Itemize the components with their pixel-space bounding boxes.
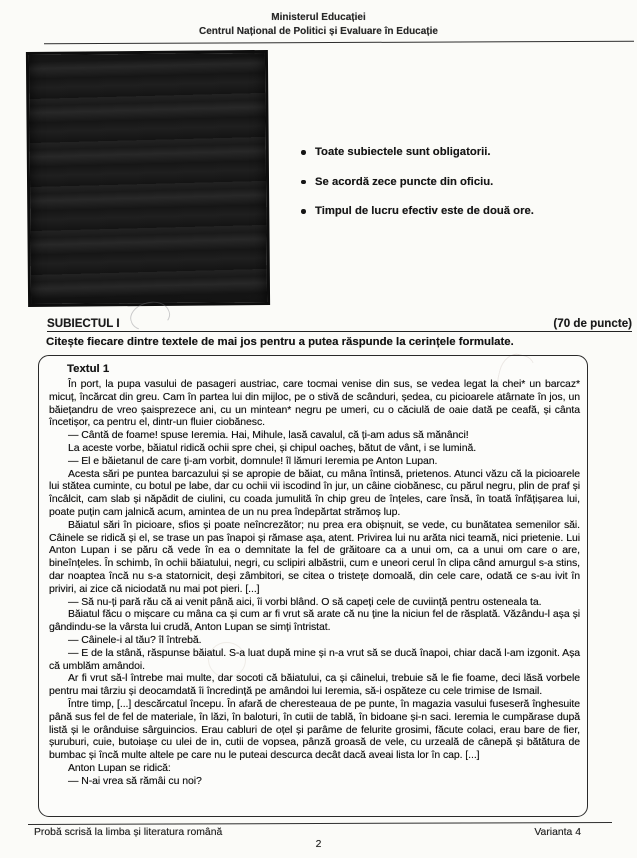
notice-item: Timpul de lucru efectiv este de două ore. — [299, 205, 629, 218]
text1-paragraph: Ar fi vrut să-l întrebe mai multe, dar socoti că băiatului, ca și câinelui, trebuie să le fie foame, deci lăsă vorbele pentru mai târziu și deocamdată îi încredință pe amândoi lui Ieremia, să-i ospăteze cu cele trimise de Ismail. — [49, 672, 580, 698]
center-name: Centrul Național de Politici și Evaluare în Educație — [199, 26, 438, 37]
text1-heading: Textul 1 — [67, 363, 110, 375]
text1-paragraph: Băiatul făcu o mișcare cu mâna ca și cum ar fi vrut să arate că nu ține la niciun fel de răsplată. Văzându-l așa și gândindu-se la vârsta lui crudă, Anton Lupan se simți întristat. — [49, 608, 580, 634]
subject-points: (70 de puncte) — [553, 317, 632, 330]
footer-exam-name: Probă scrisă la limba și literatura română — [34, 827, 223, 838]
text1-box — [38, 355, 588, 817]
text1-paragraph: Între timp, [...] descărcatul începu. În afară de cheresteaua de pe punte, în magazia vasului fuseseră înghesuite până sus fel de fel de materiale, în lăzi, în baloturi, în cutii de tablă, în bidoane și-n saci. Ieremia le cumpărase după listă și le orânduise sârguincios. Erau cabluri de oțel și parâme de felurite grosimi, făcute colaci, erau bare de fier, șuruburi, cuie, butoiașe cu ulei de in, cutii de vopsea, pânză groasă de vele, cu urzeală de cânepă și bătătura de bumbac și încă multe altele pe care nu le puteai descurca decât dacă aveai lista lor în cap. [...] — [49, 697, 580, 762]
organization-header — [0, 11, 637, 39]
text1-paragraph: — E de la stână, răspunse băiatul. S-a luat după mine și n-a vrut să se ducă înapoi, chiar dacă l-am izgonit. Așa că umblăm amândoi. — [49, 646, 580, 672]
text1-paragraph: — Să nu-ți pară rău că ai venit până aici, îi vorbi blând. O să capeți cele de cuviință pentru osteneala ta. — [68, 595, 542, 608]
exam-notices — [299, 146, 629, 235]
subject-title: SUBIECTUL I — [47, 317, 120, 330]
footer-variant: Varianta 4 — [534, 827, 581, 838]
subject-heading-row — [47, 317, 632, 332]
text1-paragraph: Băiatul sări în picioare, sfios și poate neîncrezător; nu prea era obișnuit, se vede, cu bunătatea semenilor săi. Câinele se ridică și el, se trase un pas înapoi și rămase așa, atent. Privirea lui nu arăta nici teamă, nici prietenie. Lui Anton Lupan i se păru că vede în ea o demnitate la fel de grăitoare ca a unui om, ca a unui om care o are, bineînțeles. În schimb, în ochii băiatului, negri, cu sclipiri albăstrii, cum e uneori cerul în clipa când amurgul s-a stins, dar noaptea încă nu s-a statornicit, deși zâmbitori, se citea o tristețe domoală, din cele care, odată ce s-au ivit în priviri, ai zice că niciodată nu mai pot pieri. [...] — [49, 518, 580, 595]
text1-paragraph: În port, la pupa vasului de pasageri austriac, care tocmai venise din sus, se vedea legat la chei* un barcaz* micuț, încărcat din greu. Cam în partea lui din mijloc, pe o stivă de scânduri, ședea, cu picioarele atârnate în jos, un băiețandru de vreo șaisprezece ani, cu un mintean* negru pe umeri, cu o căciulă de oaie dată pe ceafă, și cânta încetișor, ca pentru el, dintr-un fluier ciobănesc. — [49, 378, 580, 429]
text1-paragraph: Acesta sări pe puntea barcazului și se apropie de băiat, cu mâna întinsă, prietenos. Atunci văzu că la picioarele lui stătea cuminte, cu botul pe labe, dar cu ochii vii iscodind în jur, un câine ciobănesc, cu părul negru, plin de praf și încâlcit, cam slab și năpădit de ciulini, cu coada jumulită în chip greu de înțeles, care însă, în toată înfățișarea lui, poate puțin cam jalnică acum, amintea de un nu prea îndepărtat strămoș lup. — [49, 467, 580, 518]
page-footer — [34, 827, 581, 839]
notice-item: Se acordă zece puncte din oficiu. — [299, 176, 629, 189]
ministry-name: Ministerul Educației — [271, 12, 366, 23]
header-divider — [44, 41, 634, 45]
text1-body — [49, 378, 580, 788]
text1-paragraph: La aceste vorbe, băiatul ridică ochii spre chei, și chipul oacheș, bătut de vânt, i se lumină. — [68, 441, 477, 454]
redacted-image — [26, 50, 270, 307]
text1-paragraph: — Câinele-i al tău? îl întrebă. — [68, 633, 202, 646]
text1-paragraph: — N-ai vrea să rămâi cu noi? — [68, 774, 202, 787]
text1-paragraph: Anton Lupan se ridică: — [68, 761, 171, 774]
text1-paragraph: — Cântă de foame! spuse Ieremia. Hai, Mihule, lasă cavalul, că ți-am adus să mănânci! — [68, 429, 469, 442]
footer-divider — [28, 822, 612, 825]
section-instruction: Citește fiecare dintre textele de mai jos pentru a putea răspunde la cerințele formulate. — [46, 336, 514, 348]
text1-paragraph: — El e băietanul de care ți-am vorbit, domnule! îl lămuri Ieremia pe Anton Lupan. — [68, 454, 438, 467]
notice-item: Toate subiectele sunt obligatorii. — [299, 146, 629, 159]
page-number: 2 — [315, 839, 322, 850]
